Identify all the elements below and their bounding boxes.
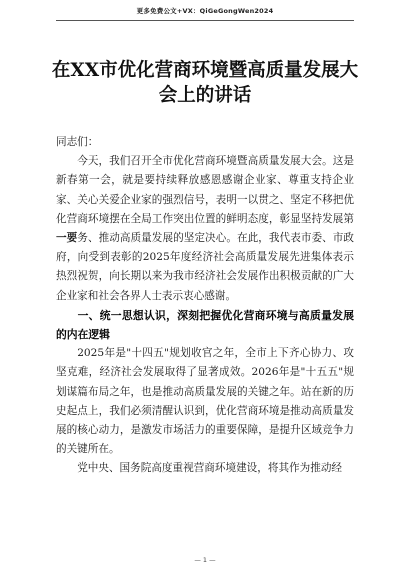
- document-body: [56, 133, 354, 479]
- page-number: — 1 —: [194, 556, 216, 564]
- paragraph-opening-text-a: 今天，我们召开全市优化营商环境暨高质量发展大会。这是新春第一会，就是要持续释放感恩感谢企业家、尊重支持企业家、关心关爱企业家的强烈信号，表明一以贯之、坚定不移把优化营商环境摆在全局工作突出位置的鲜明态度，彰显坚持发展第: [56, 155, 354, 225]
- section-heading-1: 一、统一思想认识，深刻把握优化营商环境与高质量发展的内在逻辑: [56, 308, 354, 342]
- paragraph-second: 2025年是"十四五"规划收官之年，全市上下齐心协力、攻坚克难，经济社会发展取得了显著成效。2026年是"十五五"规划谋篇布局之年，也是推动高质量发展的关键之年。站在新的历史起点上，我们必须清醒认识到，优化营商环境是推动高质量发展的核心动力，是激发市场活力的重要保障，是提升区域竞争力的关键所在。: [56, 347, 354, 456]
- paragraph-opening: [56, 152, 354, 306]
- document-title: 在XX市优化营商环境暨高质量发展大会上的讲话: [51, 60, 359, 106]
- header-promo-text: 更多免费公文+VX：QiGeGongWen2024: [136, 7, 274, 15]
- header-divider: [56, 20, 354, 21]
- paragraph-third: 党中央、国务院高度重视营商环境建设，将其作为推动经: [77, 462, 343, 475]
- paragraph-opening-text-b: 务、推动高质量发展的坚定决心。在此，我代表市委、市政府，向受到表彰的2025年度经济社会高质量发展先进集体表示热烈祝贺，向长期以来为我市经济社会发展作出积极贡献的广大企业家和社会各界人士表示衷心感谢。: [56, 232, 355, 302]
- salutation: 同志们：: [56, 136, 99, 148]
- paragraph-opening-emphasis: 一要: [56, 232, 78, 245]
